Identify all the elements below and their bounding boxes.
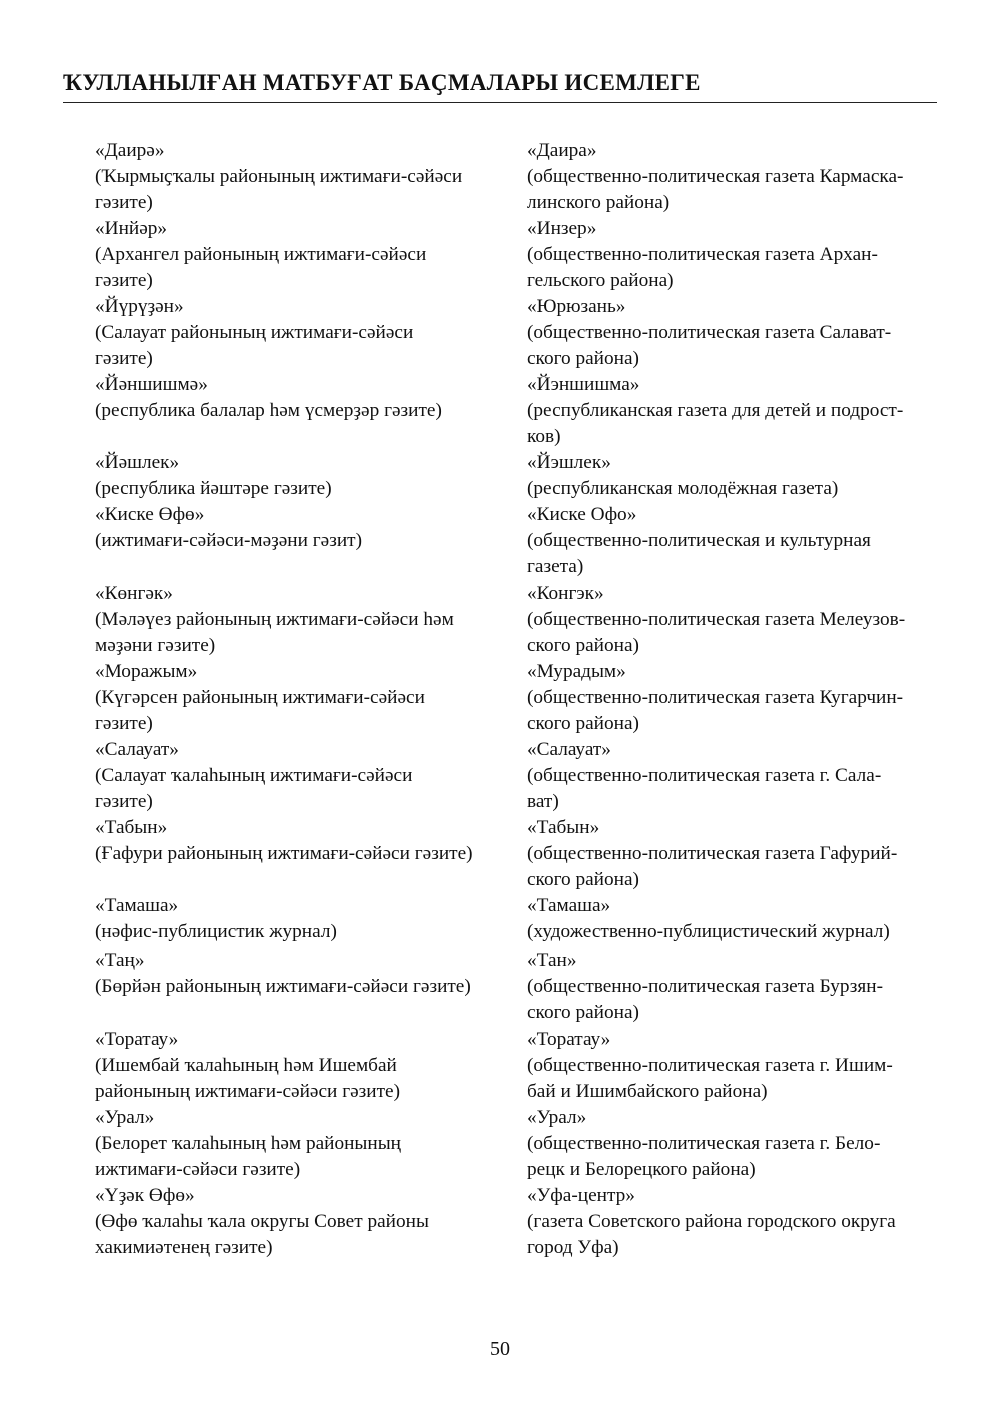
entry-line: ского района) [527, 635, 639, 656]
entry-line: гәзите) [95, 791, 153, 812]
entry-line: (Салауат районының ижтимағи-сәйәси [95, 322, 414, 343]
entry-bashkir [95, 502, 515, 554]
entry-line: (общественно-политическая газета Архан- [527, 244, 878, 265]
entry-bashkir [95, 815, 515, 867]
entry-line: «Йәшлек» [95, 452, 180, 473]
entry-line: «Йүрүҙән» [95, 296, 184, 317]
entry-russian [527, 216, 935, 294]
entry-bashkir [95, 1105, 515, 1183]
entry-line: (Белорет ҡалаһының һәм районының [95, 1133, 401, 1154]
entry-russian [527, 450, 935, 502]
entry-line: районының ижтимағи-сәйәси гәзите) [95, 1081, 400, 1102]
entry-line: «Үҙәк Өфө» [95, 1185, 195, 1206]
entry-bashkir [95, 659, 515, 737]
entry-line: «Урал» [95, 1107, 155, 1128]
entry-line: ков) [527, 426, 561, 447]
entry-line: хакимиәтенең гәзите) [95, 1237, 273, 1258]
entry-line: «Моражым» [95, 661, 198, 682]
entry-line: (Ишембай ҡалаһының һәм Ишембай [95, 1055, 397, 1076]
entry-line: «Йәншишмә» [95, 374, 208, 395]
entry-line: (республика йәштәре гәзите) [95, 478, 332, 499]
entry-russian [527, 737, 935, 815]
entry-bashkir [95, 450, 515, 502]
entry-line: (общественно-политическая газета Салават- [527, 322, 892, 343]
entry-line: мәҙәни гәзите) [95, 635, 216, 656]
entry-russian [527, 659, 935, 737]
entry-russian [527, 948, 935, 1026]
entry-line: (Күгәрсен районының ижтимағи-сәйәси [95, 687, 425, 708]
entry-line: (общественно-политическая газета Бурзян- [527, 976, 884, 997]
entry-line: (общественно-политическая газета Кугарчин- [527, 687, 904, 708]
entry-russian [527, 294, 935, 372]
entry-line: (республика балалар һәм үсмерҙәр гәзите) [95, 400, 442, 421]
page-number: 50 [490, 1338, 510, 1360]
entry-line: ского района) [527, 348, 639, 369]
entry-line: (газета Советского района городского округа [527, 1211, 896, 1232]
entry-line: ского района) [527, 1002, 639, 1023]
entry-line: бай и Ишимбайского района) [527, 1081, 768, 1102]
entry-line: город Уфа) [527, 1237, 619, 1258]
entry-line: (общественно-политическая газета Гафурий- [527, 843, 898, 864]
entry-line: гәзите) [95, 713, 153, 734]
entry-line: «Урал» [527, 1107, 587, 1128]
entry-line: «Мурадым» [527, 661, 626, 682]
entry-bashkir [95, 372, 515, 424]
entry-line: «Юрюзань» [527, 296, 626, 317]
entry-line: ского района) [527, 869, 639, 890]
entry-bashkir [95, 294, 515, 372]
entry-line: «Йэншишма» [527, 374, 640, 395]
entry-line: (общественно-политическая газета г. Бело- [527, 1133, 881, 1154]
entry-line: ского района) [527, 713, 639, 734]
entry-bashkir [95, 893, 515, 945]
entry-line: «Табын» [527, 817, 600, 838]
entry-line: (республиканская газета для детей и подрост- [527, 400, 904, 421]
entry-line: рецк и Белорецкого района) [527, 1159, 756, 1180]
entry-line: «Инзер» [527, 218, 597, 239]
entry-line: гәзите) [95, 348, 153, 369]
entry-line: (Бөрйән районының ижтимағи-сәйәси гәзите) [95, 976, 471, 997]
entry-bashkir [95, 138, 515, 216]
entry-bashkir [95, 737, 515, 815]
entry-line: (Архангел районының ижтимағи-сәйәси [95, 244, 427, 265]
entry-russian [527, 502, 935, 580]
entry-line: «Салауат» [95, 739, 179, 760]
entry-line: (художественно-публицистический журнал) [527, 921, 890, 942]
entry-russian [527, 372, 935, 450]
entry-line: «Даира» [527, 140, 597, 161]
entry-line: «Даирә» [95, 140, 165, 161]
entry-line: (республиканская молодёжная газета) [527, 478, 839, 499]
entry-line: (общественно-политическая газета Кармаска- [527, 166, 904, 187]
entry-line: «Тамаша» [527, 895, 611, 916]
entry-line: гельского района) [527, 270, 674, 291]
entry-line: «Торатау» [527, 1029, 611, 1050]
entry-line: «Йэшлек» [527, 452, 611, 473]
entry-line: «Табын» [95, 817, 168, 838]
entry-bashkir [95, 581, 515, 659]
entry-bashkir [95, 948, 515, 1000]
entry-line: «Конгэк» [527, 583, 604, 604]
entry-line: гәзите) [95, 270, 153, 291]
entry-line: (общественно-политическая и культурная [527, 530, 871, 551]
entry-line: «Көнгәк» [95, 583, 173, 604]
entry-russian [527, 1027, 935, 1105]
entry-line: (Ҡырмыҫҡалы районының ижтимағи-сәйәси [95, 166, 463, 187]
entry-line: газета) [527, 556, 584, 577]
entry-line: «Торатау» [95, 1029, 179, 1050]
entry-russian [527, 138, 935, 216]
entry-line: (Өфө ҡалаһы ҡала округы Совет районы [95, 1211, 429, 1232]
entry-line: «Тамаша» [95, 895, 179, 916]
entry-russian [527, 1183, 935, 1261]
entry-russian [527, 815, 935, 893]
entry-line: (ижтимағи-сәйәси-мәҙәни гәзит) [95, 530, 363, 551]
entry-line: «Таң» [95, 950, 145, 971]
entry-bashkir [95, 1183, 515, 1261]
entry-line: «Киске Өфө» [95, 504, 205, 525]
entry-line: «Салауат» [527, 739, 611, 760]
entry-line: «Киске Офо» [527, 504, 637, 525]
entry-line: «Инйәр» [95, 218, 168, 239]
entry-line: «Уфа-центр» [527, 1185, 635, 1206]
entry-line: (общественно-политическая газета г. Ишим- [527, 1055, 893, 1076]
entry-russian [527, 1105, 935, 1183]
entry-line: ват) [527, 791, 559, 812]
entry-line: (Салауат ҡалаһының ижтимағи-сәйәси [95, 765, 413, 786]
entry-line: (нәфис-публицистик журнал) [95, 921, 337, 942]
entry-russian [527, 581, 935, 659]
entry-line: (Ғафури районының ижтимағи-сәйәси гәзите) [95, 843, 473, 864]
entry-line: линского района) [527, 192, 670, 213]
entry-bashkir [95, 1027, 515, 1105]
entry-line: (Мәләүез районының ижтимағи-сәйәси һәм [95, 609, 454, 630]
page-title: ҠУЛЛАНЫЛҒАН МАТБУҒАТ БАҪМАЛАРЫ ИСЕМЛЕГЕ [63, 70, 937, 103]
entry-line: ижтимағи-сәйәси гәзите) [95, 1159, 301, 1180]
entry-line: (общественно-политическая газета г. Сала- [527, 765, 882, 786]
entry-line: «Тан» [527, 950, 577, 971]
entry-line: (общественно-политическая газета Мелеузов- [527, 609, 906, 630]
entry-russian [527, 893, 935, 945]
entry-line: гәзите) [95, 192, 153, 213]
entry-bashkir [95, 216, 515, 294]
